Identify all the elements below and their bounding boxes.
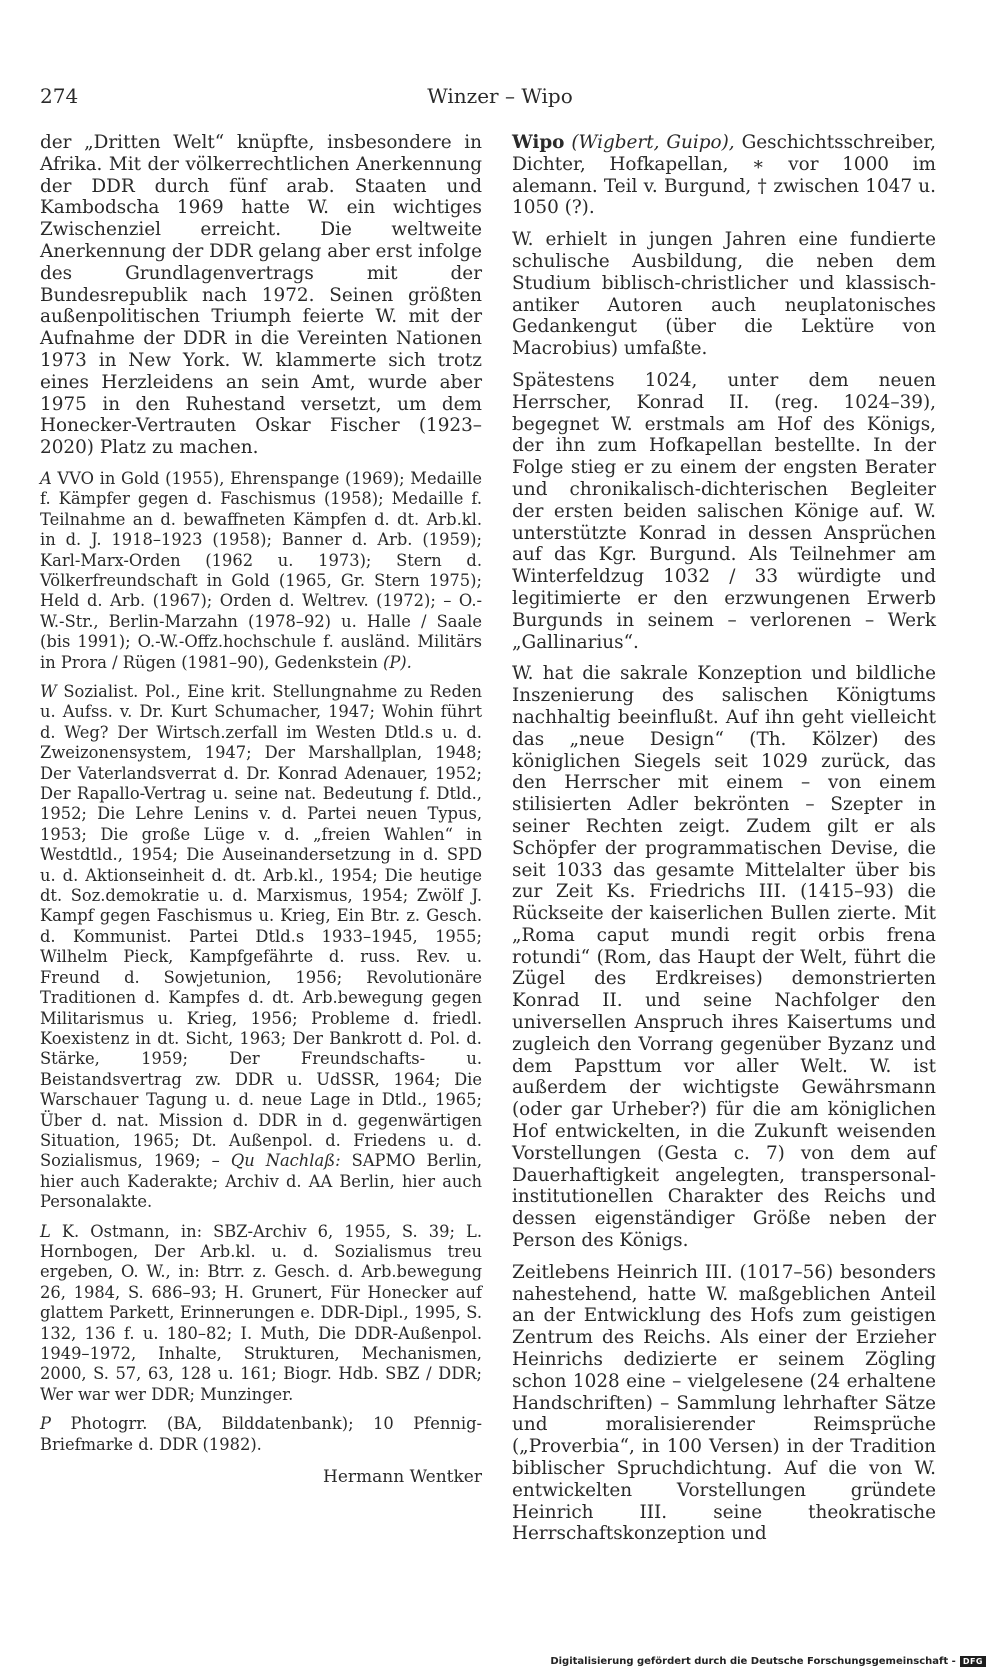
literature-section	[40, 1222, 482, 1406]
sources-text: SAPMO Berlin, hier auch Kaderakte; Archiv d. AA Berlin, hier auch Personalakte.	[40, 1151, 483, 1212]
left-column	[40, 132, 482, 1487]
works-label: W	[40, 682, 57, 702]
awards-end: (P).	[383, 652, 412, 672]
awards-section	[40, 469, 482, 673]
right-paragraph-2: Spätestens 1024, unter dem neuen Herrscher, Konrad II. (reg. 1024–39), begegnet W. erstmals am Hof des Königs, der ihn zum Hofkapellan bestellte. In der Folge stieg er zu einem der engsten Berater und chronikalisch-dichterischen Begleiter der ersten beiden salischen Könige auf. W. unterstützte Konrad in dessen Ansprüchen auf das Kgr. Burgund. Als Teilnehmer am Winterfeldzug 1032 / 33 würdigte und legitimierte er den erzwungenen Erwerb Burgunds in seinem – verlorenen – Werk „Gallinarius“.	[512, 369, 936, 653]
footer-text: Digitalisierung gefördert durch die Deutsche Forschungsgemeinschaft -	[550, 1656, 956, 1667]
works-text: Sozialist. Pol., Eine krit. Stellungnahme zu Reden u. Aufss. v. Dr. Kurt Schumacher, 1947; Wohin führt d. Weg? Der Wirtsch.zerfall im Westen Dtld.s u. d. Zweizonensystem, 1947; Der Marshallplan, 1948; Der Vaterlandsverrat d. Dr. Konrad Adenauer, 1952; Der Rapallo-Vertrag u. seine nat. Bedeutung f. Dtld., 1952; Die Lehre Lenins v. d. Partei neuen Typus, 1953; Die große Lüge v. d. „freien Wahlen“ in Westdtld., 1954; Die Auseinandersetzung in d. SPD u. d. Aktionseinheit d. dt. Arb.kl., 1954; Die heutige dt. Soz.demokratie u. d. Marxismus, 1954; Zwölf J. Kampf gegen Faschismus u. Krieg, Ein Btr. z. Gesch. d. Kommunist. Partei Dtld.s 1933–1945, 1955; Wilhelm Pieck, Kampfgefährte d. russ. Rev. u. Freund d. Sowjetunion, 1956; Revolutionäre Traditionen d. Kampfes d. dt. Arb.bewegung gegen Militarismus u. Krieg, 1956; Probleme d. friedl. Koexistenz in dt. Sicht, 1963; Der Bankrott d. Pol. d. Stärke, 1959; Der Freundschafts- u. Beistandsvertrag zw. DDR u. UdSSR, 1964; Die Warschauer Tagung u. d. neue Lage in Dtld., 1965; Über d. nat. Mission d. DDR in d. gegenwärtigen Situation, 1965; Dt. Außenpol. d. Friedens u. d. Sozialismus, 1969; –	[40, 682, 482, 1171]
awards-label: A	[40, 468, 52, 488]
entry-headword: Wipo	[512, 132, 565, 153]
dfg-logo: DFG	[960, 1656, 986, 1667]
running-head: Winzer – Wipo	[427, 84, 573, 108]
works-section	[40, 682, 482, 1213]
right-column	[512, 132, 936, 1555]
literature-label: L	[40, 1221, 51, 1241]
right-paragraph-1: W. erhielt in jungen Jahren eine fundierte schulische Ausbildung, die neben dem Studium biblisch-christlicher und klassisch-antiker Autoren auch neuplatonisches Gedankengut (über die Lektüre von Macrobius) umfaßte.	[512, 229, 936, 360]
article-author: Hermann Wentker	[323, 1467, 482, 1488]
page-number: 274	[40, 84, 79, 108]
left-paragraph-1: der „Dritten Welt“ knüpfte, insbesondere in Afrika. Mit der völkerrechtlichen Anerkennung der DDR durch fünf arab. Staaten und Kambodscha 1969 hatte W. ein wichtiges Zwischenziel erreicht. Die weltweite Anerkennung der DDR gelang aber erst infolge des Grundlagenvertrags mit der Bundesrepublik nach 1972. Seinen größten außenpolitischen Triumph feierte W. mit der Aufnahme der DDR in die Vereinten Nationen 1973 in New York. W. klammerte sich trotz eines Herzleidens an sein Amt, wurde aber 1975 in den Ruhestand versetzt, um dem Honecker-Vertrauten Oskar Fischer (1923–2020) Platz zu machen.	[40, 132, 483, 459]
right-paragraph-3: W. hat die sakrale Konzeption und bildliche Inszenierung des salischen Königtums nachhaltig beeinflußt. Auf ihn geht vielleicht das „neue Design“ (Th. Kölzer) des königlichen Siegels seit 1029 zurück, das den Herrscher mit einem – von einem stilisierten Adler bekrönten – Szepter in seiner Rechten zeigt. Zudem gilt er als Schöpfer der programmatischen Devise, die seit 1033 das gesamte Mittelalter über bis zur Zeit Ks. Friedrichs III. (1415–93) die Rückseite der kaiserlichen Bullen zierte. Mit „Roma caput mundi regit orbis frena rotundi“ (Rom, das Haupt der Welt, führt die Zügel des Erdkreises) demonstrierten Konrad II. und seine Nachfolger den universellen Anspruch ihres Kaisertums und zugleich den Vorrang gegenüber Byzanz und dem Papsttum vor aller Welt. W. ist außerdem der wichtigste Gewährsmann (oder gar Urheber?) für die am königlichen Hof entwickelten, in die Zukunft weisenden Vorstellungen (Gesta c. 7) von dem auf Dauerhaftigkeit angelegten, transpersonal-institutionellen Charakter des Reichs und dessen eigenständiger Größe neben der Person des Königs.	[512, 663, 936, 1252]
portraits-section	[40, 1414, 482, 1455]
literature-text: K. Ostmann, in: SBZ-Archiv 6, 1955, S. 39; L. Hornbogen, Der Arb.kl. u. d. Sozialismus treu ergeben, O. W., in: Btrr. z. Gesch. d. Arb.bewegung 26, 1984, S. 686–93; H. Grunert, Für Honecker auf glattem Parkett, Erinnerungen e. DDR-Dipl., 1995, S. 132, 136 f. u. 180–82; I. Muth, Die DDR-Außenpol. 1949–1972, Inhalte, Strukturen, Mechanismen, 2000, S. 57, 63, 128 u. 161; Biogr. Hdb. SBZ / DDR; Wer war wer DDR; Munzinger.	[40, 1221, 482, 1404]
entry-intro: Geschichtsschreiber, Dichter, Hofkapellan, ∗ vor 1000 im alemann. Teil v. Burgund, † zwischen 1047 u. 1050 (?).	[512, 132, 936, 219]
portraits-text: Photogrr. (BA, Bilddatenbank); 10 Pfennig-Briefmarke d. DDR (1982).	[40, 1414, 482, 1454]
portraits-label: P	[40, 1414, 51, 1434]
right-paragraph-4: Zeitlebens Heinrich III. (1017–56) besonders nahestehend, hatte W. maßgeblichen Anteil an der Entwicklung des Hofs zum geistigen Zentrum des Reichs. Als einer der Erzieher Heinrichs dedizierte er seinem Zögling schon 1028 eine – vielgelesene (24 erhaltene Handschriften) – Sammlung lehrhafter Sätze und moralisierender Reimsprüche („Proverbia“, in 100 Versen) in der Tradition biblischer Spruchdichtung. Auf die von W. entwickelten Vorstellungen gründete Heinrich III. seine theokratische Herrschaftskonzeption und	[512, 1261, 936, 1545]
sources-label: Qu Nachlaß:	[230, 1151, 341, 1171]
digitization-footer	[550, 1656, 986, 1667]
awards-text: VVO in Gold (1955), Ehrenspange (1969); Medaille f. Kämpfer gegen d. Faschismus (1958); Medaille f. Teilnahme an d. bewaffneten Kämpfen d. dt. Arb.kl. in d. J. 1918–1923 (1958); Banner d. Arb. (1959); Karl-Marx-Orden (1962 u. 1973); Stern d. Völkerfreundschaft in Gold (1965, Gr. Stern 1975); Held d. Arb. (1967); Orden d. Weltrev. (1972); – O.-W.-Str., Berlin-Marzahn (1978–92) u. Halle / Saale (bis 1991); O.-W.-Offz.hochschule f. ausländ. Militärs in Prora / Rügen (1981–90), Gedenkstein	[40, 468, 482, 672]
entry-header	[512, 132, 936, 219]
entry-name-variants: (Wigbert, Guipo),	[564, 132, 735, 153]
